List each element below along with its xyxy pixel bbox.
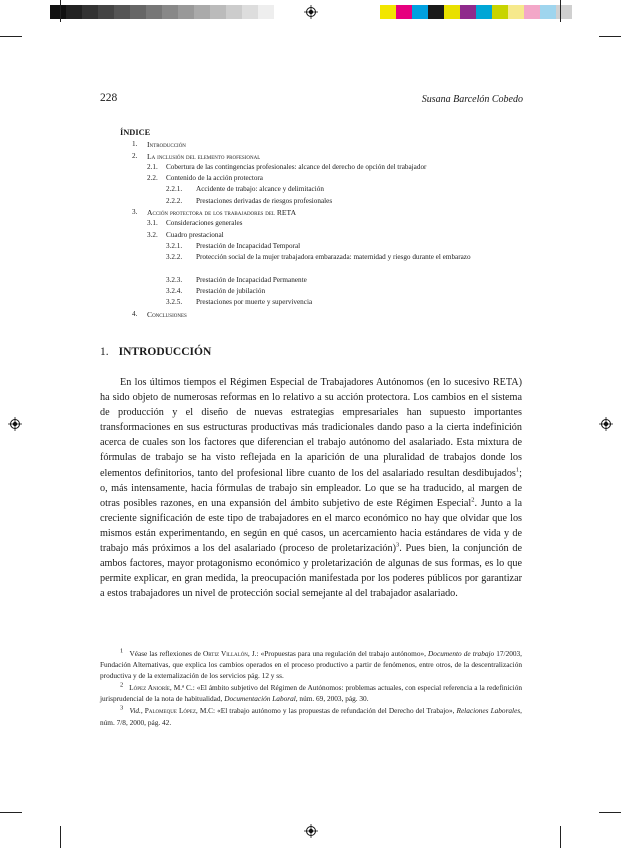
color-swatch xyxy=(130,5,146,19)
crop-mark xyxy=(560,0,561,22)
toc-entry: 3.1. Consideraciones generales xyxy=(147,219,243,228)
toc-entry: 1. Introducción xyxy=(132,140,186,150)
color-swatch xyxy=(540,5,556,19)
color-swatch xyxy=(226,5,242,19)
color-swatch xyxy=(98,5,114,19)
footnote-3: $^3$ Vid., Palomeque López, M.C: «El trabajo autónomo y las propuestas de refundación del Derecho del Trabajo», Relaciones Laborales, núm. 7/8, 2000, pág. 42. xyxy=(100,705,522,727)
color-swatch xyxy=(396,5,412,19)
paragraph: En los últimos tiempos el Régimen Especial de Trabajadores Autónomos (en lo sucesivo RETA) ha sido objeto de numerosas reformas en lo relativo a su acción protectora. Los cambios en el sistema de producción y el diseño de nuevas estrategias empresariales han supuesto importantes transformaciones en sus estructuras productivas más tradicionales dando paso a la cierta indefinición acerca de cuales son los factores que diferencian el trabajo autónomo del asalariado. Esta mixtura de fórmulas de trabajo se ha visto reflejada en la aparición de una pluralidad de trabajos donde los elementos definitorios, tanto del profesional libre cuanto de los del asalariado resultan desdibujados$^1$; o, más intensamente, hacia fórmulas de trabajo sin empleador. Lo que se ha traducido, al margen de otras posibles razones, en una expansión del ámbito subjetivo de este Régimen Especial$^2$. Junto a la creciente significación de este tipo de trabajadores en el marco económico no hay que olvidar que los mismos están experimentando, en según en qué casos, un acercamiento hacia estándares de vida y de trabajo más próximos a los del asalariado (proceso de proletarización)$^3$. Pues bien, la conjunción de ambos factores, mayor protagonismo económico y proletarización de algunas de sus formas, es lo que permite explicar, en gran medida, la preocupación manifestada por los poderes públicos por garantizar a estos trabajadores un nivel de protección social semejante al del trabajador asalariado. xyxy=(100,377,522,600)
footnote-ref: 2 xyxy=(471,496,475,504)
color-swatch xyxy=(524,5,540,19)
color-swatch xyxy=(146,5,162,19)
crop-mark xyxy=(60,826,61,848)
body-text xyxy=(100,375,522,601)
footnote-ref: 1 xyxy=(515,466,520,474)
color-swatch xyxy=(194,5,210,19)
crop-mark xyxy=(599,812,621,813)
color-swatch xyxy=(444,5,460,19)
color-swatch xyxy=(210,5,226,19)
registration-mark-icon xyxy=(304,5,318,19)
toc-entry: 3.2.1. Prestación de Incapacidad Temporal xyxy=(166,241,301,250)
color-swatch xyxy=(50,5,66,19)
color-swatch xyxy=(412,5,428,19)
color-swatch xyxy=(82,5,98,19)
section-heading xyxy=(100,346,211,358)
toc-entry: 2.1. Cobertura de las contingencias profesionales: alcance del derecho de opción del trabajador xyxy=(147,162,427,171)
toc-entry: 3.2. Cuadro prestacional xyxy=(147,230,224,239)
toc-entry: 3. Acción protectora de los trabajadores del RETA xyxy=(132,208,297,218)
footnote-2: $^2$ López Anioríe, M.ª C.: «El ámbito subjetivo del Régimen de Autónomos: problemas actuales, con especial referencia a la redefinición jurisprudencial de la nota de habitualidad, Documentación Laboral, núm. 69, 2003, pág. 30. xyxy=(100,681,522,704)
toc-entry: 2.2. Contenido de la acción protectora xyxy=(147,174,263,183)
crop-mark xyxy=(60,0,61,22)
crop-mark xyxy=(0,36,22,37)
toc-entry: 2.2.1. Accidente de trabajo: alcance y delimitación xyxy=(166,185,324,194)
color-swatch xyxy=(460,5,476,19)
color-swatch xyxy=(242,5,258,19)
section-number: 1. xyxy=(100,346,109,358)
color-swatch xyxy=(508,5,524,19)
crop-mark xyxy=(0,812,22,813)
color-swatch xyxy=(66,5,82,19)
color-swatch xyxy=(556,5,572,19)
toc-entry: 2.2.2. Prestaciones derivadas de riesgos profesionales xyxy=(166,196,333,205)
color-swatch xyxy=(380,5,396,19)
footnote-ref: 3 xyxy=(396,541,400,549)
toc-entry: 3.2.2. Protección social de la mujer trabajadora embarazada: maternidad y riesgo durante el embarazo xyxy=(166,253,471,262)
color-swatch xyxy=(476,5,492,19)
running-head: Susana Barcelón Cobedo xyxy=(421,94,523,105)
registration-mark-icon xyxy=(304,824,318,838)
toc-title: ÍNDICE xyxy=(120,128,151,137)
crop-mark xyxy=(560,826,561,848)
toc-entry: 2. La inclusión del elemento profesional xyxy=(132,151,261,161)
color-swatch xyxy=(428,5,444,19)
crop-mark xyxy=(599,36,621,37)
section-title: INTRODUCCIÓN xyxy=(118,346,212,358)
color-swatch xyxy=(114,5,130,19)
registration-mark-icon xyxy=(8,417,22,431)
grayscale-calibration-bar xyxy=(50,5,274,19)
color-swatch xyxy=(178,5,194,19)
toc-entry: 3.2.4. Prestación de jubilación xyxy=(166,287,266,296)
table-of-contents xyxy=(120,127,520,320)
toc-entry: 4. Conclusiones xyxy=(132,309,187,319)
color-swatch xyxy=(492,5,508,19)
footnote-1: $^1$ Véase las reflexiones de Ortiz Villalón, J.: «Propuestas para una regulación del trabajo autónomo», Documento de trabajo 17/2003, Fundación Alternativas, que explica los cambios operados en el proceso productivo a partir de fenómenos, entre otros, de la descentralización productiva y de la externalización de los servicios pág. 12 y ss. xyxy=(100,647,522,681)
registration-mark-icon xyxy=(599,417,613,431)
color-swatch xyxy=(258,5,274,19)
footnotes xyxy=(100,648,522,729)
color-swatch xyxy=(162,5,178,19)
toc-entry: 3.2.3. Prestación de Incapacidad Permanente xyxy=(166,275,307,284)
color-calibration-bar xyxy=(380,5,572,19)
page-number: 228 xyxy=(100,92,118,104)
toc-entry: 3.2.5. Prestaciones por muerte y supervivencia xyxy=(166,298,313,307)
